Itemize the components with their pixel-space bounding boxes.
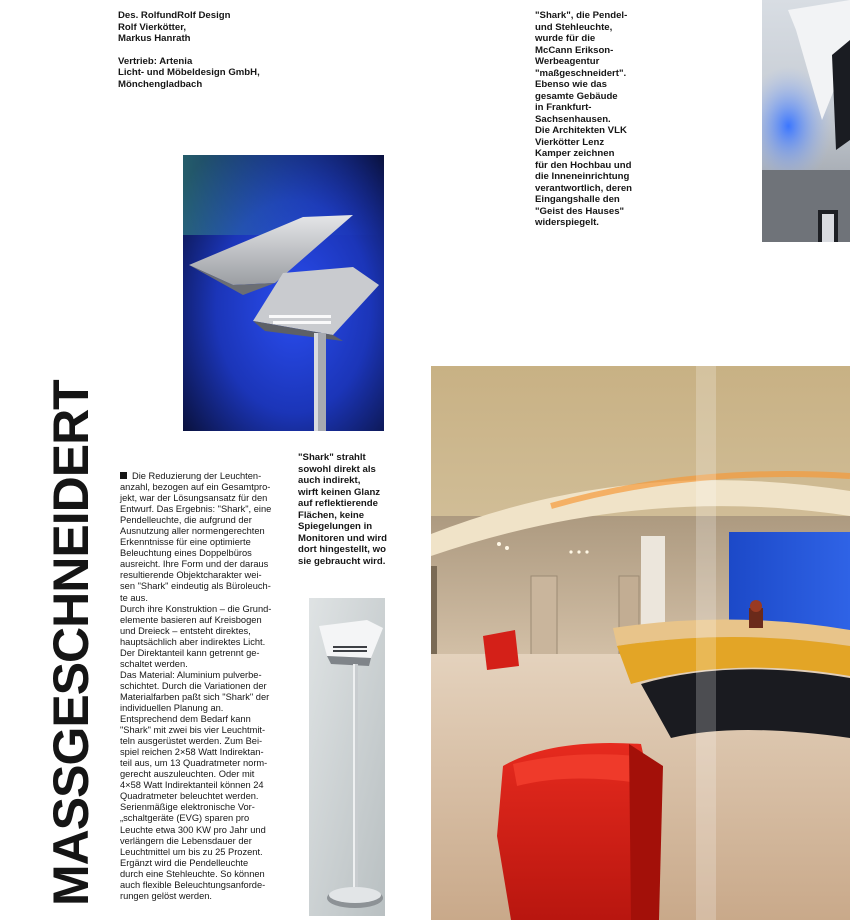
body-line: ausreicht. Ihre Form und der daraus bbox=[120, 559, 269, 570]
credit-line: Mönchengladbach bbox=[118, 78, 203, 90]
caption-line: sowohl direkt als bbox=[298, 463, 376, 475]
lobby-photo bbox=[431, 366, 850, 920]
credit-line: Licht- und Möbeldesign GmbH, bbox=[118, 67, 260, 78]
body-line: hauptsächlich aber indirektes Licht. bbox=[120, 636, 266, 647]
caption-line: Spiegelungen in bbox=[298, 521, 373, 532]
body-line: auch flexible Beleuchtungsanforde- bbox=[120, 879, 266, 890]
body-line: verlängern die Lebensdauer der bbox=[120, 835, 252, 846]
body-line: Durch ihre Konstruktion – die Grund- bbox=[120, 603, 272, 614]
caption-line: McCann Erikson- bbox=[535, 44, 614, 56]
caption-line: "maßgeschneidert". bbox=[535, 67, 627, 79]
caption-line: Monitoren und wird bbox=[298, 532, 387, 544]
body-line: Der Direktanteil kann getrennt ge- bbox=[120, 647, 260, 658]
caption-line: und Stehleuchte, bbox=[535, 21, 613, 33]
body-line: elemente basieren auf Kreisbogen bbox=[120, 614, 262, 625]
body-line: teil aus, um 13 Quadratmeter norm- bbox=[120, 758, 268, 769]
credit-line: Vertrieb: Artenia bbox=[118, 55, 193, 67]
caption-line: für den Hochbau und bbox=[535, 159, 632, 171]
article-body bbox=[120, 471, 292, 902]
body-line: Serienmäßige elektronische Vor- bbox=[120, 802, 255, 813]
body-line: gerecht auszuleuchten. Oder mit bbox=[120, 769, 255, 780]
vertical-title bbox=[0, 337, 99, 907]
body-line: Leuchte etwa 300 KW pro Jahr und bbox=[120, 824, 266, 835]
body-line: te aus. bbox=[120, 592, 148, 603]
caption-line: "Shark", die Pendel- bbox=[535, 10, 628, 21]
caption-line: Eingangshalle den bbox=[535, 194, 620, 205]
design-credit-lines bbox=[118, 10, 348, 45]
top-caption bbox=[535, 10, 647, 229]
body-line: "Shark" mit zwei bis vier Leuchtmit- bbox=[120, 725, 266, 736]
caption-line: wirft keinen Glanz bbox=[298, 486, 381, 498]
caption-line: gesamte Gebäude bbox=[535, 90, 618, 102]
caption-line: Kamper zeichnen bbox=[535, 148, 615, 159]
body-line: schaltet werden. bbox=[120, 658, 188, 669]
floor-lamp-photo bbox=[309, 598, 385, 916]
body-line: schichtet. Durch die Variationen der bbox=[120, 680, 267, 691]
body-line: Quadratmeter beleuchtet werden. bbox=[120, 791, 259, 802]
middle-caption bbox=[298, 452, 400, 567]
body-line: Ergänzt wird die Pendelleuchte bbox=[120, 857, 249, 868]
body-line: durch eine Stehleuchte. So können bbox=[120, 868, 265, 879]
body-line: jekt, war der Lösungsansatz für den bbox=[120, 493, 268, 504]
body-line: Beleuchtung eines Doppelbüros bbox=[120, 548, 252, 559]
caption-line: Sachsenhausen. bbox=[535, 113, 611, 125]
body-line: Entsprechend dem Bedarf kann bbox=[120, 714, 251, 725]
caption-line: widerspiegelt. bbox=[535, 217, 599, 228]
caption-line: Werbeagentur bbox=[535, 56, 600, 67]
body-line: Leuchtmittel um bis zu 25 Prozent. bbox=[120, 846, 263, 857]
distribution-credit-lines bbox=[118, 56, 348, 91]
caption-line: auch indirekt, bbox=[298, 475, 361, 486]
pendant-detail-photo bbox=[762, 0, 850, 242]
body-line: spiel reichen 2×58 Watt Indirektan- bbox=[120, 747, 264, 758]
body-line: „schaltgeräte (EVG) sparen pro bbox=[120, 813, 250, 824]
caption-line: "Shark" strahlt bbox=[298, 452, 366, 463]
body-line: und Dreieck – entsteht direktes, bbox=[120, 625, 251, 636]
caption-line: Flächen, keine bbox=[298, 509, 365, 521]
caption-line: in Frankfurt- bbox=[535, 102, 592, 113]
body-first-line bbox=[120, 471, 292, 482]
caption-line: auf reflektierende bbox=[298, 498, 378, 509]
body-line: Ausnutzung aller normengerechten bbox=[120, 526, 265, 537]
body-line: Pendelleuchte, die aufgrund der bbox=[120, 515, 252, 526]
body-line: individuellen Planung an. bbox=[120, 702, 224, 713]
design-credits bbox=[118, 10, 348, 90]
body-line: Entwurf. Das Ergebnis: "Shark", eine bbox=[120, 504, 272, 515]
body-line: Materialfarben paßt sich "Shark" der bbox=[120, 691, 270, 702]
body-line: Das Material: Aluminium pulverbe- bbox=[120, 669, 262, 680]
body-line: Erkenntnisse für eine optimierte bbox=[120, 537, 251, 548]
caption-line: Vierkötter Lenz bbox=[535, 136, 605, 148]
body-line: sen "Shark" eindeutig als Büroleuch- bbox=[120, 581, 271, 592]
body-line: anzahl, bezogen auf ein Gesamtpro- bbox=[120, 482, 271, 493]
caption-line: dort hingestellt, wo bbox=[298, 544, 386, 555]
caption-line: die Inneneinrichtung bbox=[535, 171, 630, 182]
credit-line: Rolf Vierkötter, bbox=[118, 21, 187, 33]
vertical-title-text: MASSGESCHNEIDERT bbox=[43, 380, 99, 906]
credit-line: Markus Hanrath bbox=[118, 33, 191, 44]
caption-line: sie gebraucht wird. bbox=[298, 555, 386, 567]
caption-line: verantwortlich, deren bbox=[535, 182, 633, 194]
square-bullet-icon bbox=[120, 472, 127, 479]
caption-line: "Geist des Hauses" bbox=[535, 205, 625, 217]
credit-line: Des. RolfundRolf Design bbox=[118, 10, 231, 21]
body-line: teln ausgerüstet werden. Zum Bei- bbox=[120, 736, 263, 747]
body-first-line-text: Die Reduzierung der Leuchten- bbox=[132, 471, 262, 481]
caption-line: Die Architekten VLK bbox=[535, 125, 627, 136]
body-line: rungen gelöst werden. bbox=[120, 890, 212, 901]
body-line: resultierende Objektcharakter wei- bbox=[120, 570, 262, 581]
desk-lamp-photo bbox=[183, 155, 384, 431]
caption-line: Ebenso wie das bbox=[535, 79, 607, 90]
caption-line: wurde für die bbox=[535, 33, 596, 44]
body-line: 4×58 Watt Indirektanteil können 24 bbox=[120, 780, 264, 791]
